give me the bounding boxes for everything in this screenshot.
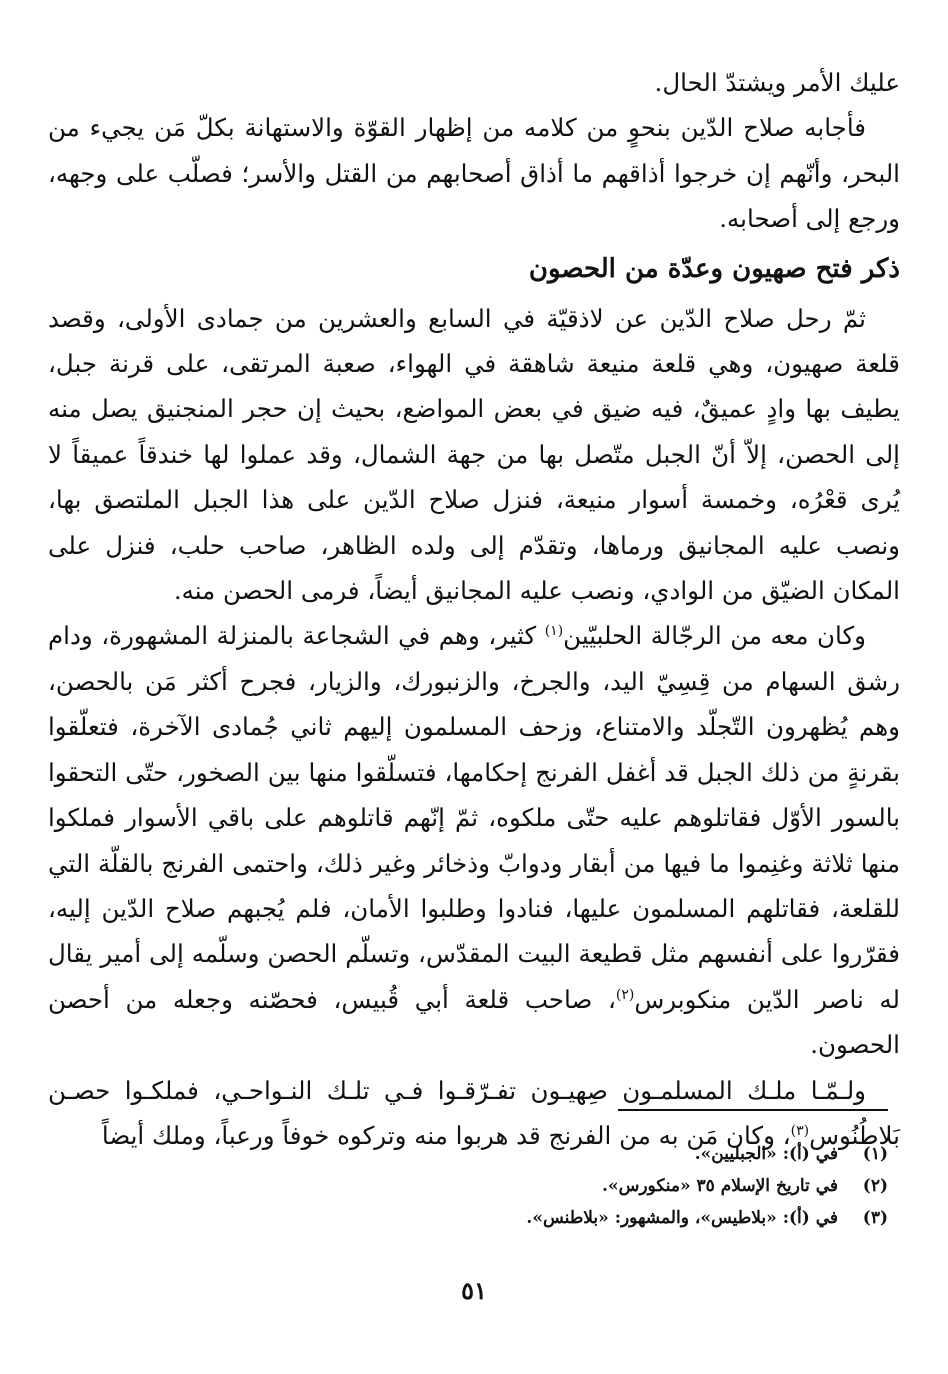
page-body <box>48 60 900 1158</box>
footnote-ref-2: (٢) <box>615 986 635 1003</box>
section-heading: ذكر فتح صهيون وعدّة من الحصون <box>528 253 900 284</box>
footnote-text: في (أ): «الجبليين». <box>694 1144 838 1164</box>
footnote-divider <box>618 1109 888 1111</box>
main-text <box>48 60 900 1158</box>
footnote-number: (٢) <box>862 1176 888 1196</box>
paragraph-4-part-2: كثير، وهم في الشجاعة بالمنزلة المشهورة، ودام رشق السهام من قِسِيّ اليد، والجرخ، والزنبورك، والزيار، فجرح أكثر مَن بالحصن، وهم يُظهرون التّجلّد والامتناع، وزحف المسلمون إليهم ثاني جُمادى الآخرة، فتعلّقوا بقرنةٍ من ذلك الجبل قد أغفل الفرنج إحكامها، فتسلّقوا منها بين الصخور، حتّى التحقوا بالسور الأوّل فقاتلوهم عليه حتّى ملكوه، ثمّ إنّهم قاتلوهم على باقي الأسوار فملكوا منها ثلاثة وغنِموا ما فيها من أبقار ودوابّ وذخائر وغير ذلك، واحتمى الفرنج بالقلّة التي للقلعة، فقاتلهم المسلمون عليها، فنادوا وطلبوا الأمان، فلم يُجبهم صلاح الدّين إليه، فقرّروا على أنفسهم مثل قطيعة البيت المقدّس، وتسلّم الحصن وسلّمه إلى أمير يقال له ناصر الدّين منكوبرس <box>48 621 900 1014</box>
paragraph-4-part-1: وكان معه من الرجّالة الحلبيّين <box>563 621 867 651</box>
paragraph-5-part-1: ولـمّـا ملـك المسلمـون صِهيـون تفـرّقـوا فـي تلـك النـواحـي، فملكـوا حصـن بَلاطُنُوس <box>48 1075 900 1150</box>
footnote-ref-3: (٣) <box>790 1122 810 1139</box>
footnotes <box>98 1138 888 1234</box>
footnote-text: في تاريخ الإسلام ٣٥ «منكورس». <box>602 1176 838 1196</box>
paragraph-3: ثمّ رحل صلاح الدّين عن لاذقيّة في السابع والعشرين من جمادى الأولى، وقصد قلعة صهيون، وهي قلعة منيعة شاهقة في الهواء، صعبة المرتقى، على قرنة جبل، يطيف بها وادٍ عميقٌ، فيه ضيق في بعض المواضع، بحيث إن حجر المنجنيق يصل منه إلى الحصن، إلاّ أنّ الجبل متّصل بها من جهة الشمال، وقد عملوا لها خندقاً عميقاً لا يُرى قعْرُه، وخمسة أسوار منيعة، فنزل صلاح الدّين على هذا الجبل الملتصق بها، ونصب عليه المجانيق ورماها، وتقدّم إلى ولده الظاهر، صاحب حلب، فنزل على المكان الضيّق من الوادي، ونصب عليه المجانيق أيضاً، فرمى الحصن منه. <box>48 303 900 606</box>
paragraph-1: عليك الأمر ويشتدّ الحال. <box>654 68 900 97</box>
paragraph-4 <box>48 613 900 1067</box>
paragraph-2: فأجابه صلاح الدّين بنحوٍ من كلامه من إظهار القوّة والاستهانة بكلّ مَن يجيء من البحر، وأنّهم إن خرجوا أذاقهم ما أذاق أصحابهم من القتل والأسر؛ فصلّب على وجهه، ورجع إلى أصحابه. <box>48 113 900 234</box>
paragraph-5-part-2: ، وكان مَن به من الفرنج قد هربوا منه وتركوه خوفاً ورعباً، وملك أيضاً <box>101 1120 791 1150</box>
footnote-ref-1: (١) <box>544 623 564 640</box>
footnote-item <box>98 1202 888 1234</box>
paragraph-4-part-3: ، صاحب قلعة أبي قُبيس، فحصّنه وجعله من أحصن الحصون. <box>48 984 900 1060</box>
footnote-number: (٣) <box>862 1208 888 1228</box>
page-number: ٥١ <box>461 1276 487 1305</box>
footnote-text: في (أ): «بلاطيس»، والمشهور: «بلاطنس». <box>526 1208 838 1228</box>
footnote-item <box>98 1170 888 1202</box>
footnote-number: (١) <box>862 1144 888 1164</box>
footnote-item <box>98 1138 888 1170</box>
